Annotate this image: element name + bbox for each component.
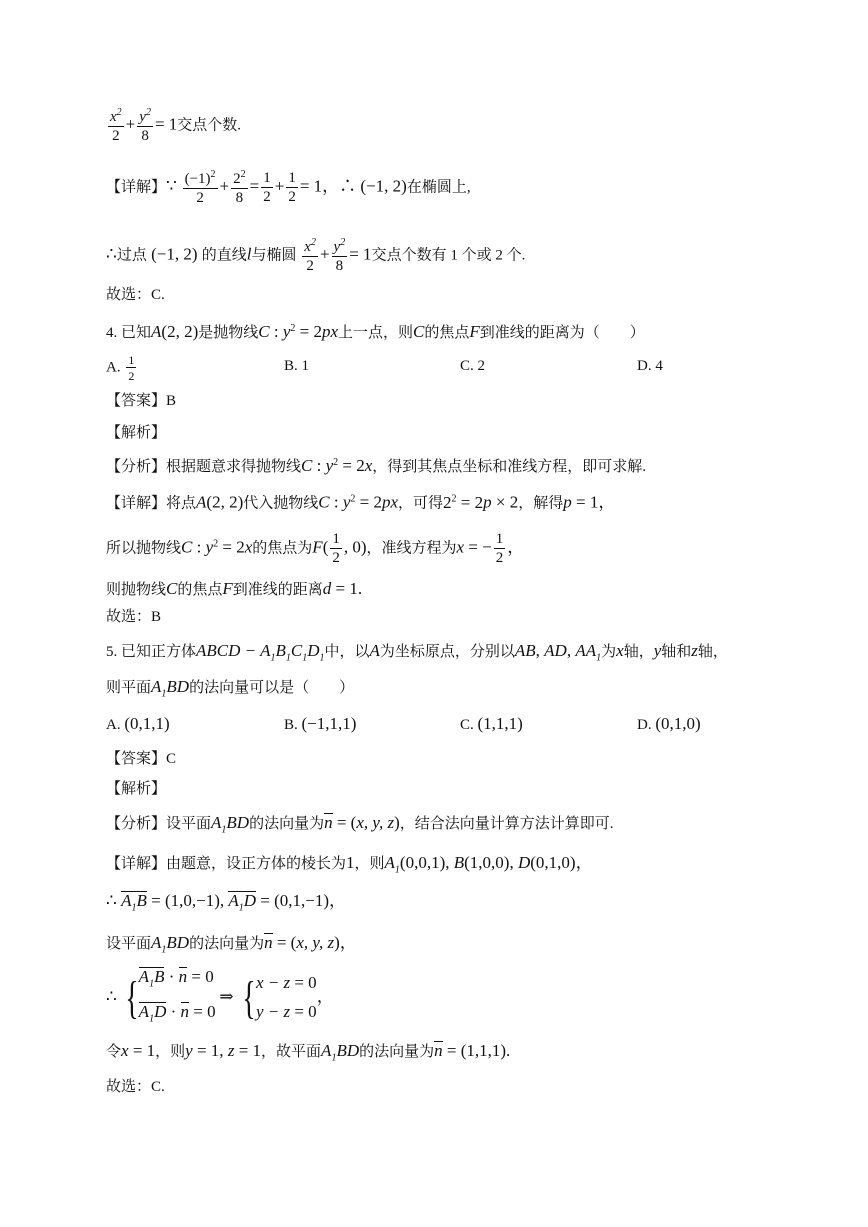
line-ellipse-tail: $\frac{x^2}{2}$ + $\frac{y^2}{8}$ = 1交点个数. [110,107,242,144]
q4-option-d: D. 4 [637,358,663,374]
question-5-stem-2: 则平面$A_1BD$的法向量可以是（ ） [106,677,355,700]
q5-let: 令x = 1，则y = 1, z = 1，故平面$A_1BD$的法向量为n = (1,1,1). [106,1041,511,1064]
question-4-stem: 4. 已知A(2, 2)是抛物线C : $y^2 = 2px$上一点，则C的焦点F到准线的距离为（ ） [106,322,645,341]
q4-detail: 【详解】将点A(2, 2)代入抛物线C : $y^2 = 2px$，可得$2^2 = 2p \times 2$，解得p = 1， [106,492,616,512]
q5-system: ∴ { $A_1B \cdot n = 0$ $A_1D \cdot n = 0$ ⇒ { x − z = 0 y − z = 0 ， [106,966,334,1031]
q5-detail: 【详解】由题意，设正方体的棱长为1，则$A_1(0,0,1)$, B(1,0,0), D(0,1,0)， [106,853,593,876]
question-5-stem: 5. 已知正方体ABCD − $A_1B_1C_1D_1$中，以A为坐标原点，分别以AB, AD, $AA_1$为x轴，y轴和z轴， [106,641,728,664]
q4-answer: 【答案】B [106,393,177,409]
q5-option-d: D. (0,1,0) [637,714,701,733]
q5-select: 故选：C. [106,1079,165,1095]
q4-analysis: 【分析】根据题意求得抛物线C : $y^2 = 2x$，得到其焦点坐标和准线方程，即可求解. [106,456,647,475]
q5-option-c: C. (1,1,1) [460,714,523,733]
q5-analysis: 【分析】设平面$A_1BD$的法向量为n = (x, y, z)，结合法向量计算方法计算即可. [106,813,614,836]
q5-option-a: A. (0,1,1) [106,714,170,733]
q5-vectors: ∴ $A_1B = (1,0,-1)$, $A_1D = (0,1,-1)$， [106,890,346,919]
line-detail-check: 【详解】∵ $\frac{(-1)^2}{2}$ + $\frac{2^2}{8}$ = $\frac{1}{2}$ + $\frac{1}{2}$ = 1，∴ (−1, 2)在椭圆上, [106,169,471,206]
q4-select: 故选：B [106,609,162,625]
q5-jiexi: 【解析】 [106,781,167,797]
q4-jiexi: 【解析】 [106,425,167,441]
q5-answer: 【答案】C [106,751,177,767]
q4-option-c: C. 2 [460,358,486,374]
q4-distance: 则抛物线C的焦点F到准线的距离d = 1. [106,579,363,598]
line-select-c: 故选：C. [106,287,165,303]
q5-option-b: B. (−1,1,1) [284,714,357,733]
q4-focus: 所以抛物线C : $y^2 = 2x$的焦点为F( $\frac{1}{2}$ , 0)，准线方程为x = − $\frac{1}{2}$ ， [106,531,525,566]
q5-normal-setup: 设平面$A_1BD$的法向量为n = (x, y, z)， [106,933,357,956]
q4-option-a: A. $\frac{1}{2}$ [106,353,135,383]
line-intersection-count: ∴过点 (−1, 2) 的直线l与椭圆 $\frac{x^2}{2}$ + $\frac{y^2}{8}$ = 1交点个数有 1 个或 2 个. [106,237,526,274]
q4-option-b: B. 1 [284,358,310,374]
